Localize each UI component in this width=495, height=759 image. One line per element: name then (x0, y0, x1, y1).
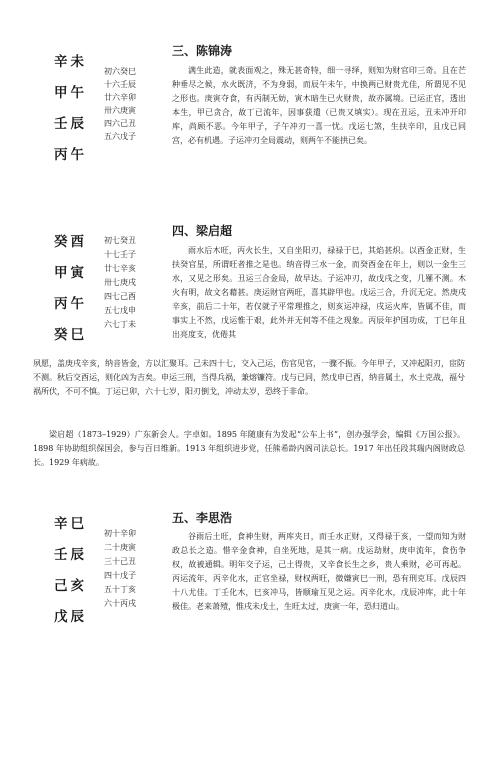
luck-pillar: 五六戊子 (104, 132, 136, 141)
luck-pillars (104, 234, 162, 332)
luck-pillar: 卅七庚戌 (104, 278, 136, 287)
luck-pillars (104, 527, 162, 611)
luck-pillar: 初七癸丑 (104, 236, 136, 245)
pillar: 壬辰 (54, 547, 87, 563)
luck-pillar: 四七己酉 (104, 292, 136, 301)
pillar: 戊辰 (54, 609, 87, 625)
luck-pillar: 十七壬子 (104, 250, 136, 259)
four-pillars (54, 52, 94, 176)
luck-pillar: 六十丙戌 (104, 599, 136, 608)
biography-note: 梁启超（1873–1929）广东新会人。字卓如。1895 年随康有为发起“公车上书”，创办强学会，编辑《万国公报》。1898 年协助组织保国会，参与百日维新。1913 年组织进步党，任熊希龄内阁司法总长。1917 年出任段其瑞内阁财政总长。1929 年病故。 (33, 430, 465, 467)
pillar: 辛未 (54, 54, 87, 70)
pillar: 丙午 (54, 147, 87, 163)
four-pillars (54, 232, 94, 356)
section-title: 五、李思浩 (172, 511, 233, 525)
luck-pillar: 卅六庚寅 (104, 106, 136, 115)
pillar: 丙午 (54, 296, 87, 312)
luck-pillar: 十六壬辰 (104, 80, 136, 89)
luck-pillar: 四六己丑 (104, 119, 136, 128)
section-title: 四、梁启超 (172, 224, 233, 238)
section-body: 满生此造，就表面观之，殊无甚奇特，细一寻绎，则知为财官印三奇。且在芒种垂尽之候，水火既济，不为身弱，而辰午未午，中换两已财贵尤佳，所谓见不见之形也。庚寅夺食，有丙制无妨，寅木暗生已火财贵，故亦属境。已运正官，透出本生，甲已贪合，故丁已流年，因事获遣（已贵又填实）。现在丑运，丑未冲开印库，尚顾不恶。今年甲子，子午冲刃一喜一忧。戊运七煞，生扶辛印，且戊已同宫，必有机遇。子运冲刃全局震动，则两午不能拱已矣。 (172, 66, 466, 145)
four-pillars (54, 514, 94, 638)
pillar: 甲午 (54, 85, 87, 101)
pillar: 壬辰 (54, 116, 87, 132)
pillar: 辛巳 (54, 516, 87, 532)
luck-pillars (104, 65, 162, 143)
section-body-top: 雨水后木旺，丙火长生，又自坐阳刃，禄禄于巳，其焰甚炽。以酉金正财，生扶癸官星，所谓旺者推之是也。纳音得三水一金，而癸酉金在年上，则以一金生三水，又见之形矣。丑运三合金局，故早达。子运冲刃，故戊戌之变，几罹不测。木火有明，故文名藉甚。庚运财官两旺，喜其辟甲也。戊运三合，升沉无定。然庚戌辛亥，前后二十年，若仅就子平常理推之，则亥运冲禄，戌运火库，皆属不佳，而事实上不然，戊运惟于艰，此外并无何等不佳之现象。丙辰年护国功成，丁巳年且出亮度支，优倦其 (172, 246, 466, 339)
luck-pillar: 廿七辛亥 (104, 264, 136, 273)
luck-pillar: 四十戊子 (104, 571, 136, 580)
luck-pillar: 初六癸巳 (104, 67, 136, 76)
pillar: 癸巳 (54, 327, 87, 343)
luck-pillar: 五十丁亥 (104, 585, 136, 594)
pillar: 甲寅 (54, 265, 87, 281)
luck-pillar: 廿六辛卯 (104, 93, 136, 102)
pillar: 癸酉 (54, 234, 87, 250)
pillar: 己亥 (54, 578, 87, 594)
section-body: 谷雨后土旺，食神生财，两库夹日，而壬水正财，又得禄于亥，一望而知为财政总长之造。惜辛金食神，自坐死地，是其一病。戊运劫财，庚申流年，食伤争权，故被通辑。明年交子运，己土得贵，又辛食长生之乡，贵人乘财，必可再起。丙运流年，丙辛化水，正官坐禄，财权两旺，微嫌寅巳一刑，恐有刑克耳。戊辰四十八尤佳。丁壬化木，巳亥冲马，皆顺瑜互见之运。丙辛化水，戊辰冲库，此十年极佳。老来萧殪，惟戌未戊土，生旺太过，庚寅一年，恐归道山。 (172, 532, 466, 611)
luck-pillar: 五七戊申 (104, 306, 136, 315)
luck-pillar: 初十辛卯 (104, 529, 136, 538)
section-title: 三、陈锦涛 (172, 44, 233, 58)
luck-pillar: 三十己丑 (104, 557, 136, 566)
luck-pillar: 六七丁未 (104, 320, 136, 329)
luck-pillar: 二十庚寅 (104, 543, 136, 552)
section-body-bottom: 夙愿，盖庚戌辛亥，纳音皆金，方以汇聚耳。己未四十七，交入己运，伤官见官，一骤不振。今年甲子，又冲起阳刃，宦防不测。秋后交酉运，则化凶为吉矣。申运三刑，当得兵祸，兼熔镰符。戊与已同，然戊申已酉，纳音属土，水土克战，福兮祸所伏，不可不慎。丁运已卯，六十七岁，阳刃倒戈，冲动太岁，恐终于非命。 (33, 359, 465, 396)
